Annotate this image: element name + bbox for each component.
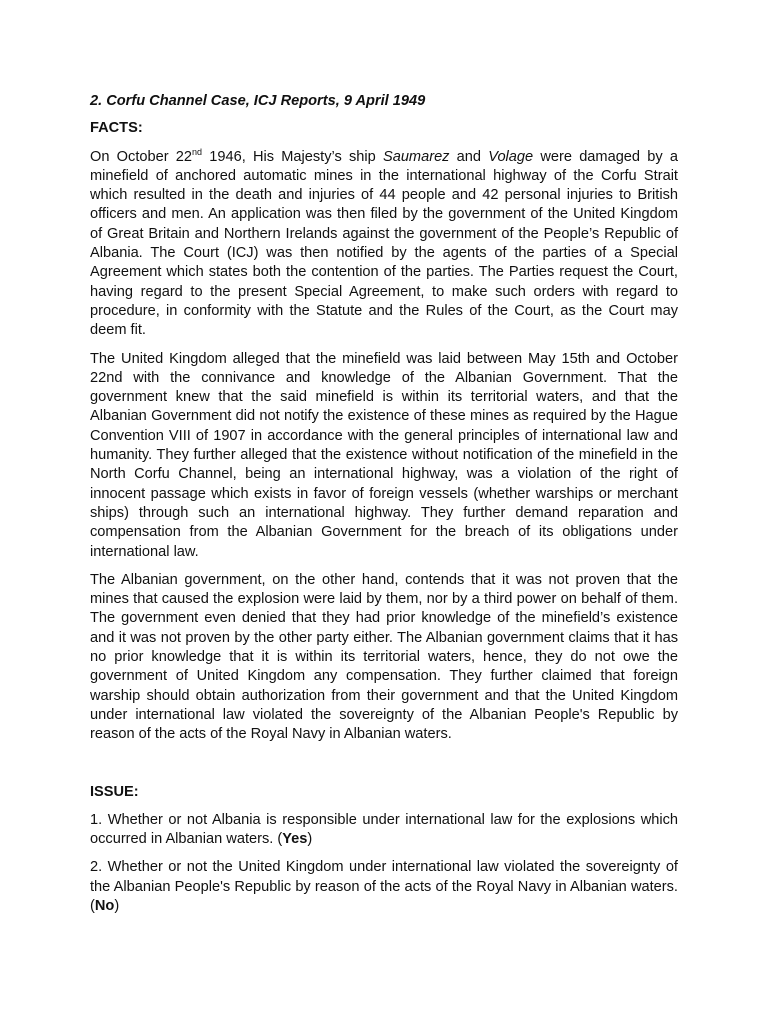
facts-p1-and: and [449,148,489,165]
issue-2-text: 2. Whether or not the United Kingdom under international law violated the sovereignty of the Albanian People's Republic by reason of the acts of the Royal Navy in Albanian waters. ( [90,859,678,914]
facts-p1-after-date: 1946, His Majesty’s ship [202,148,383,165]
facts-p1-before-date: On October 22 [90,148,193,165]
facts-paragraph-3: The Albanian government, on the other hand, contends that it was not proven that the mines that caused the explosion were laid by them, nor by a third power on behalf of them. The government even denied that they had prior knowledge of the minefield’s existence and it was not proven by the other party either. The Albanian government claims that it has no prior knowledge that it is within its territorial waters, hence, they do not owe the government of United Kingdom any compensation. They further claimed that foreign warship should obtain authorization from their government and that the United Kingdom under international law violated the sovereignty of the Albanian People's Republic by reason of the acts of the Royal Navy in Albanian waters. [90,571,678,743]
ship-name-volage: Volage [488,148,534,165]
issue-2-close: ) [114,897,120,914]
facts-p1-rest: were damaged by a minefield of anchored automatic mines in the international highway of the Corfu Strait which resulted in the death and injuries of 44 people and 42 personal injuries to British officers and men. An application was then filed by the government of the United Kingdom of Great Britain and Northern Irelands against the government of the People’s Republic of Albania. The Court (ICJ) was then notified by the agents of the parties of a Special Agreement which states both the contention of the parties. The Parties request the Court, having regard to the present Special Agreement, to make such orders with regard to procedure, in conformity with the Statute and the Rules of the Court, as the Court may deem fit. [90,148,678,339]
document-page [90,92,678,925]
facts-heading: FACTS: [90,120,143,137]
issue-item-1 [90,811,678,850]
date-superscript: nd [192,146,203,157]
issue-heading: ISSUE: [90,783,139,800]
issue-item-2 [90,858,678,916]
issue-1-close: ) [307,831,313,848]
facts-paragraph-2: The United Kingdom alleged that the minefield was laid between May 15th and October 22nd with the connivance and knowledge of the Albanian Government. That the government knew that the said minefield is within its territorial waters, and that the Albanian Government did not notify the existence of these mines as required by the Hague Convention VIII of 1907 in accordance with the general principles of international law and humanity. They further alleged that the existence without notification of the minefield in the North Corfu Channel, being an international highway, was a violation of the right of innocent passage which exists in favor of foreign vessels (whether warships or merchant ships) through such an international highway. They further demand reparation and compensation from the Albanian Government for the breach of its obligations under international law. [90,350,678,560]
issue-1-answer: Yes [282,831,308,848]
issue-2-answer: No [94,897,115,914]
section-spacer [90,754,678,783]
issue-1-text: 1. Whether or not Albania is responsible under international law for the explosions which occurred in Albanian waters. ( [90,811,678,848]
facts-paragraph-1 [90,148,678,341]
case-title: 2. Corfu Channel Case, ICJ Reports, 9 April 1949 [90,93,426,109]
ship-name-saumarez: Saumarez [382,148,450,165]
